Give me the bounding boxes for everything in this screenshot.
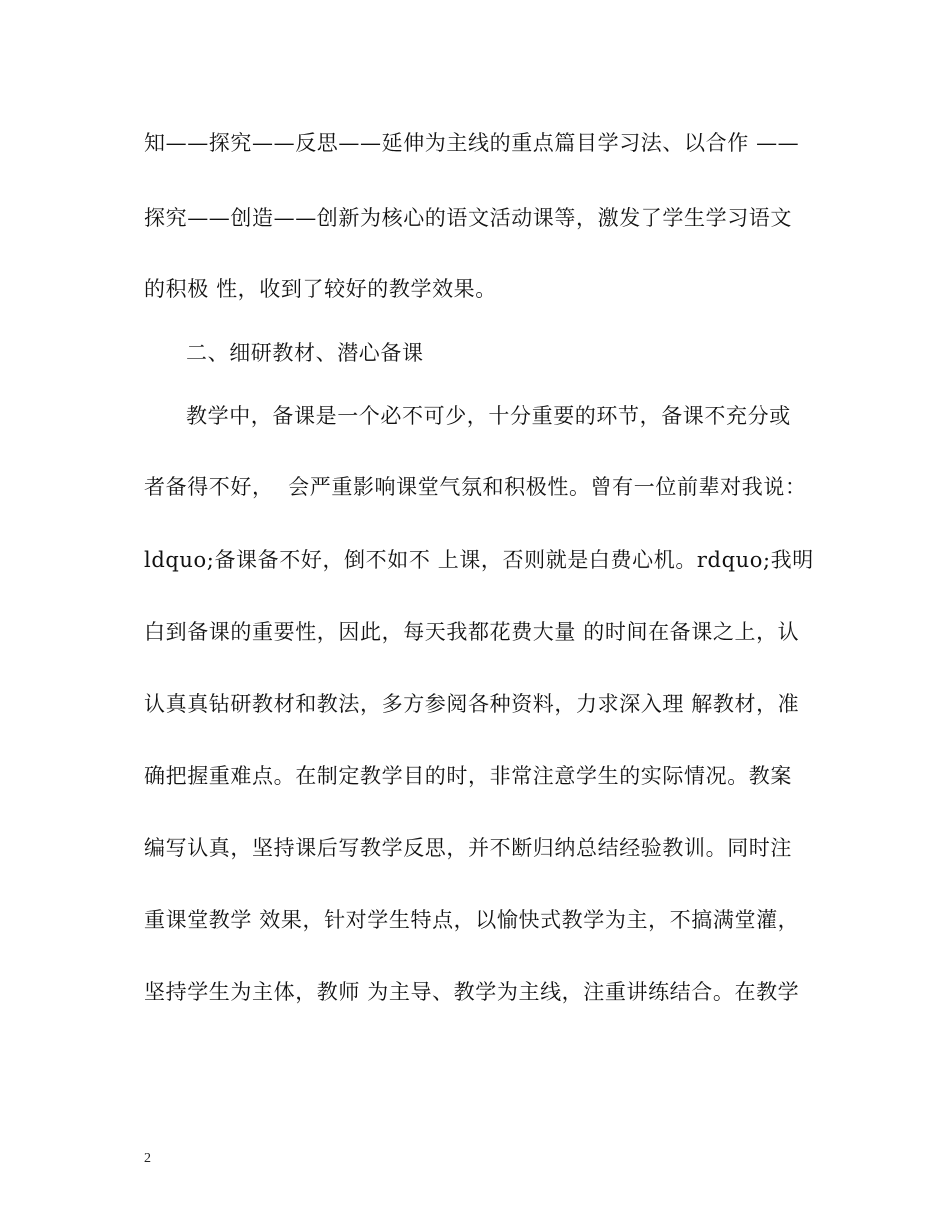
text-line: 编写认真，坚持课后写教学反思，并不断归纳总结经验教训。同时注: [144, 836, 792, 860]
text-line: 的积极 性，收到了较好的教学效果。: [144, 277, 497, 301]
text-line: 白到备课的重要性，因此，每天我都花费大量 的时间在备课之上，认: [144, 620, 800, 644]
text-line: 知——探究——反思——延伸为主线的重点篇目学习法、以合作 ——: [144, 131, 800, 155]
text-line: 探究——创造——创新为核心的语文活动课等，激发了学生学习语文: [144, 206, 792, 230]
text-line: 者备得不好， 会严重影响课堂气氛和积极性。曾有一位前辈对我说：: [144, 475, 807, 499]
section-heading: 二、细研教材、潜心备课: [186, 341, 424, 365]
text-line: 重课堂教学 效果，针对学生特点，以愉快式教学为主，不搞满堂灌，: [144, 908, 800, 932]
text-line: 坚持学生为主体，教师 为主导、教学为主线，注重讲练结合。在教学: [144, 980, 800, 1004]
text-line: 认真真钻研教材和教法，多方参阅各种资料，力求深入理 解教材，准: [144, 692, 800, 716]
text-line: 确把握重难点。在制定教学目的时，非常注意学生的实际情况。教案: [144, 764, 792, 788]
text-line: 教学中，备课是一个必不可少，十分重要的环节，备课不充分或: [186, 404, 791, 428]
text-line: ldquo;备课备不好，倒不如不 上课，否则就是白费心机。rdquo;我明: [144, 548, 814, 572]
page-number: 2: [144, 1151, 151, 1166]
